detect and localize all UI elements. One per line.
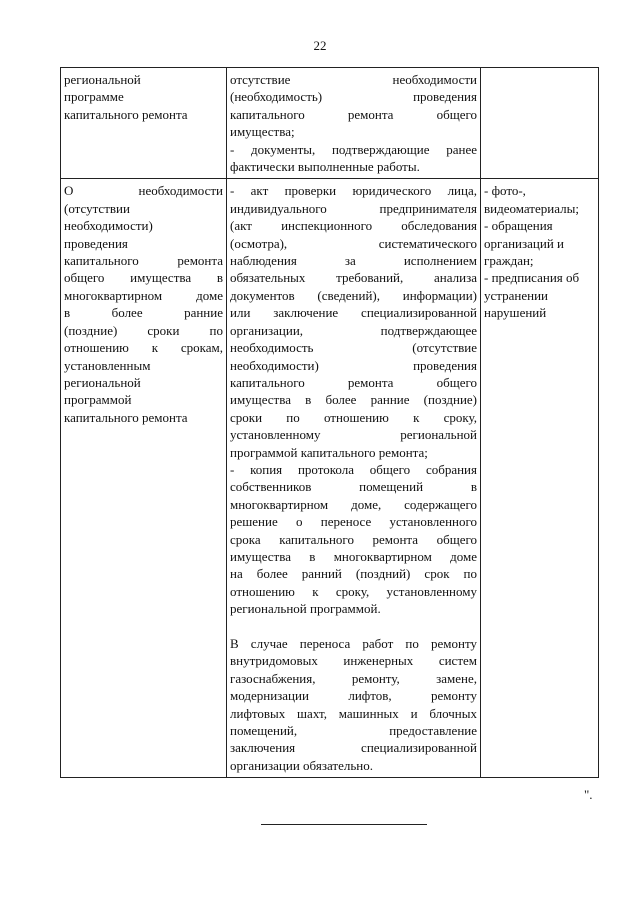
text-line: в более ранние	[64, 305, 223, 321]
text-line: капитального ремонта общего	[230, 374, 477, 390]
text-line: заключения специализированной	[230, 740, 477, 756]
text-line: многоквартирном доме	[64, 287, 223, 303]
text-line: (необходимость) проведения	[230, 89, 477, 105]
text-line: (отсутствии	[64, 200, 130, 216]
text-line: - акт проверки юридического лица,	[230, 183, 477, 199]
text-line: срока капитального ремонта общего	[230, 531, 477, 547]
footer-rule	[261, 824, 427, 825]
text-line: капитального ремонта	[64, 409, 188, 425]
text-line: О необходимости	[64, 183, 223, 199]
text-line: (акт инспекционного обследования	[230, 218, 477, 234]
text-line: - предписания об	[484, 270, 580, 286]
text-line: региональной	[64, 72, 141, 87]
table-cell-sources	[481, 179, 599, 778]
text-line: (поздние) сроки по	[64, 322, 223, 338]
text-line: решение о переносе установленного	[230, 514, 477, 530]
text-line: организаций и	[484, 235, 564, 251]
text-line: граждан;	[484, 253, 534, 269]
table-cell-documents	[227, 68, 481, 179]
text-line: многоквартирном доме, содержащего	[230, 496, 477, 512]
text-line: В случае переноса работ по ремонту	[230, 635, 477, 651]
text-line: необходимость (отсутствие	[230, 340, 477, 356]
text-line: установленному региональной	[230, 427, 477, 443]
closing-quote: ".	[584, 787, 593, 802]
text-line: устранении	[484, 287, 548, 303]
text-line: необходимости) проведения	[230, 357, 477, 373]
text-line: - обращения	[484, 218, 553, 234]
table-row	[61, 179, 599, 778]
table-cell-documents	[227, 179, 481, 778]
text-line: капитального ремонта общего	[230, 106, 477, 122]
text-line: - копия протокола общего собрания	[230, 461, 477, 477]
text-line: модернизации лифтов, ремонту	[230, 688, 477, 704]
text-line: программе	[64, 89, 124, 105]
text-line: установленным	[64, 357, 151, 373]
table-cell-subject	[61, 179, 227, 778]
text-line: капитального ремонта	[64, 253, 223, 269]
text-line: имущества в более ранние (поздние)	[230, 392, 477, 408]
text-line: - фото-,	[484, 183, 526, 199]
text-line: или заключение специализированной	[230, 305, 477, 321]
text-line: индивидуального предпринимателя	[230, 200, 477, 216]
text-line: отношению к срокам,	[64, 340, 223, 356]
text-line: собственников помещений в	[230, 479, 477, 495]
text-line: программой	[64, 392, 132, 408]
text-line: общего имущества в	[64, 270, 223, 286]
text-line: помещений, предоставление	[230, 723, 477, 739]
text-line: нарушений	[484, 305, 547, 321]
text-line: региональной	[64, 374, 141, 390]
text-line: документов (сведений), информации)	[230, 287, 477, 303]
text-line: газоснабжения, ремонту, замене,	[230, 670, 477, 686]
text-line: лифтовых шахт, машинных и блочных	[230, 705, 477, 721]
table-row	[61, 68, 599, 179]
text-line: организации обязательно.	[230, 757, 373, 773]
text-line: - документы, подтверждающие ранее	[230, 141, 477, 157]
text-line: фактически выполненные работы.	[230, 159, 420, 175]
requirements-table	[60, 67, 599, 778]
paragraph-gap	[230, 618, 477, 635]
text-line: (осмотра), систематического	[230, 235, 477, 251]
text-line: отношению к сроку, установленному	[230, 583, 477, 599]
text-line: имущества в многоквартирном доме	[230, 548, 477, 564]
text-line: имущества;	[230, 124, 295, 140]
text-line: видеоматериалы;	[484, 200, 579, 216]
text-line: внутридомовых инженерных систем	[230, 653, 477, 669]
text-line: региональной программой.	[230, 601, 381, 617]
text-line: капитального ремонта	[64, 106, 188, 122]
text-line: сроки по отношению к сроку,	[230, 409, 477, 425]
text-line: наблюдения за исполнением	[230, 253, 477, 269]
table-cell-sources	[481, 68, 599, 179]
table-cell-subject	[61, 68, 227, 179]
text-line: организации, подтверждающее	[230, 322, 477, 338]
text-line: проведения	[64, 235, 128, 251]
text-line: обязательных требований, анализа	[230, 270, 477, 286]
text-line: необходимости)	[64, 218, 153, 234]
text-line: отсутствие необходимости	[230, 72, 477, 87]
text-line: на более ранний (поздний) срок по	[230, 566, 477, 582]
page-number: 22	[313, 38, 327, 53]
text-line: программой капитального ремонта;	[230, 444, 428, 460]
